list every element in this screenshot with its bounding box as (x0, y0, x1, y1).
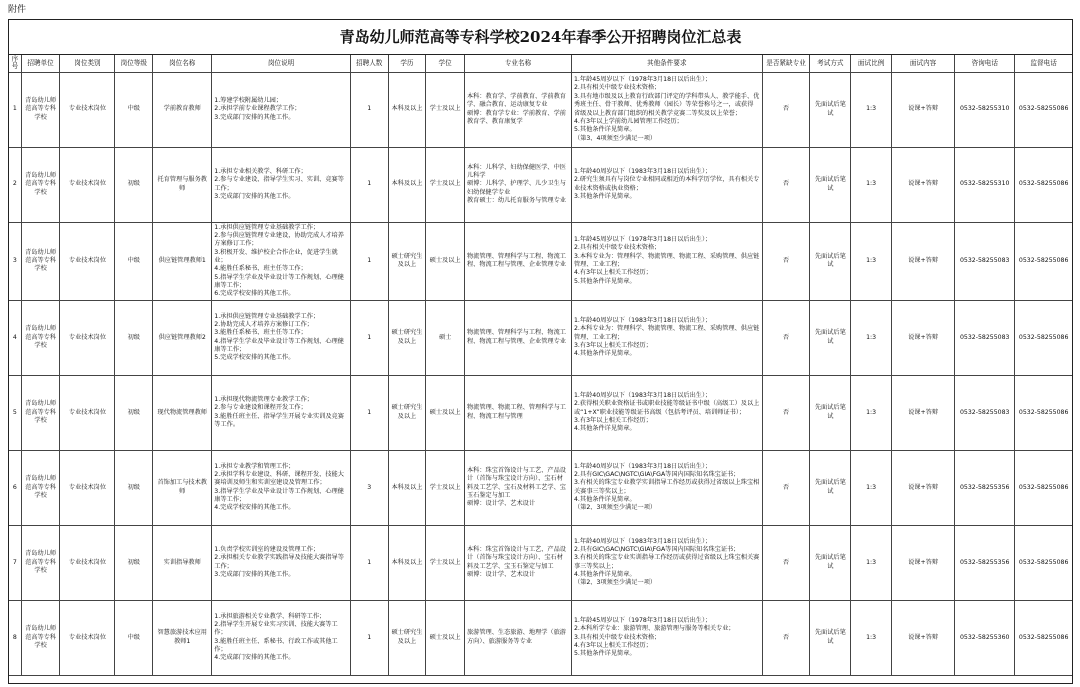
education-cell: 硕士研究生及以上 (388, 300, 426, 375)
recruiting-unit-cell: 青岛幼儿师范高等专科学校 (21, 222, 60, 300)
position-description-cell: 1.承担专业相关教学、科研工作； 2.参与专业建设、指导学生实习、实训、竞赛等工作； 3.完成部门安排的其他工作。 (212, 147, 351, 222)
major-name-cell: 本科：教育学、学前教育、学前教育学、融合教育、运动康复专业 硕博：教育学专业：学前教育、学前教育学、教育康复学 (465, 72, 572, 147)
row-number-cell: 2 (9, 147, 21, 222)
interview-ratio-cell: 1:3 (851, 72, 892, 147)
shortage-major-cell: 否 (762, 300, 810, 375)
position-name-cell: 现代物流管理教师 (153, 375, 212, 450)
hiring-count-cell: 1 (350, 300, 388, 375)
interview-content-cell: 说课+答辩 (892, 300, 955, 375)
header-cell: 学历 (388, 55, 426, 72)
position-level-cell: 初级 (115, 147, 153, 222)
major-name-cell: 物流管理、管理科学与工程、物流工程、物流工程与管理、企业管理专业 (465, 300, 572, 375)
hiring-count-cell: 1 (350, 600, 388, 675)
hiring-count-cell: 1 (350, 222, 388, 300)
major-name-cell: 本科：珠宝首饰设计与工艺、产品设计（首饰与珠宝设计方向）、宝石材料及工艺学、宝石及材料工艺学、宝玉石鉴定与加工 硕博：设计学、艺术设计 (465, 450, 572, 525)
exam-method-cell: 先面试后笔试 (810, 147, 851, 222)
degree-cell: 学士及以上 (426, 525, 465, 600)
position-category-cell: 专业技术岗位 (60, 300, 115, 375)
interview-ratio-cell: 1:3 (851, 525, 892, 600)
position-level-cell: 中级 (115, 600, 153, 675)
consult-phone-cell: 0532-58255083 (955, 222, 1015, 300)
table-row (9, 450, 1072, 525)
position-table (9, 55, 1072, 676)
education-cell: 硕士研究生及以上 (388, 375, 426, 450)
major-name-cell: 物流管理、物流工程、管理科学与工程、物流工程与管理 (465, 375, 572, 450)
education-cell: 本科及以上 (388, 450, 426, 525)
row-number-cell: 1 (9, 72, 21, 147)
consult-phone-cell: 0532-58255310 (955, 147, 1015, 222)
header-cell: 是否紧缺专业 (762, 55, 810, 72)
row-number-cell: 3 (9, 222, 21, 300)
supervision-phone-cell: 0532-58255086 (1015, 147, 1072, 222)
header-cell: 序号 (9, 55, 21, 72)
table-row (9, 375, 1072, 450)
header-cell: 招聘单位 (21, 55, 60, 72)
header-cell: 监督电话 (1015, 55, 1072, 72)
supervision-phone-cell: 0532-58255086 (1015, 222, 1072, 300)
position-level-cell: 中级 (115, 72, 153, 147)
header-cell: 面试比例 (851, 55, 892, 72)
recruiting-unit-cell: 青岛幼儿师范高等专科学校 (21, 147, 60, 222)
position-name-cell: 供应链管理教师1 (153, 222, 212, 300)
position-name-cell: 托育管理与服务教师 (153, 147, 212, 222)
education-cell: 本科及以上 (388, 525, 426, 600)
position-level-cell: 初级 (115, 525, 153, 600)
row-number-cell: 5 (9, 375, 21, 450)
interview-ratio-cell: 1:3 (851, 222, 892, 300)
hiring-count-cell: 1 (350, 72, 388, 147)
position-name-cell: 供应链管理教师2 (153, 300, 212, 375)
position-category-cell: 专业技术岗位 (60, 72, 115, 147)
interview-content-cell: 说课+答辩 (892, 222, 955, 300)
exam-method-cell: 先面试后笔试 (810, 222, 851, 300)
hiring-count-cell: 1 (350, 375, 388, 450)
table-row (9, 147, 1072, 222)
consult-phone-cell: 0532-58255360 (955, 600, 1015, 675)
supervision-phone-cell: 0532-58255086 (1015, 300, 1072, 375)
hiring-count-cell: 3 (350, 450, 388, 525)
header-cell: 招聘人数 (350, 55, 388, 72)
position-category-cell: 专业技术岗位 (60, 222, 115, 300)
position-description-cell: 1.承担供应链管理专业基础教学工作； 2.参与供应链管理专业建设，协助完成人才培养方案修订工作； 3.积极开发、维护校企合作企业，促进学生就业； 4.能胜任系秘书、班主任等工作； 5.指导学生学业及毕业设计等工作规划、心理健康等工作； 6.完成学校安排的其他工作。 (212, 222, 351, 300)
supervision-phone-cell: 0532-58255086 (1015, 450, 1072, 525)
hiring-count-cell: 1 (350, 525, 388, 600)
degree-cell: 硕士 (426, 300, 465, 375)
header-cell: 专业名称 (465, 55, 572, 72)
row-number-cell: 4 (9, 300, 21, 375)
header-cell: 其他条件要求 (572, 55, 763, 72)
position-category-cell: 专业技术岗位 (60, 450, 115, 525)
interview-ratio-cell: 1:3 (851, 147, 892, 222)
supervision-phone-cell: 0532-58255086 (1015, 375, 1072, 450)
degree-cell: 学士及以上 (426, 72, 465, 147)
major-name-cell: 本科：珠宝首饰设计与工艺、产品设计（首饰与珠宝设计方向）、宝石材料及工艺学、宝玉石鉴定与加工 硕博：设计学、艺术设计 (465, 525, 572, 600)
interview-content-cell: 说课+答辩 (892, 525, 955, 600)
hiring-count-cell: 1 (350, 147, 388, 222)
position-level-cell: 初级 (115, 450, 153, 525)
row-number-cell: 7 (9, 525, 21, 600)
interview-content-cell: 说课+答辩 (892, 600, 955, 675)
position-description-cell: 1.承担旅游相关专业教学、科研等工作； 2.指导学生开展专业实习实训、技能大赛等工作； 3.能胜任班主任、系秘书、行政工作或其他工作； 4.完成部门安排的其他工作。 (212, 600, 351, 675)
header-cell: 学位 (426, 55, 465, 72)
degree-cell: 硕士及以上 (426, 222, 465, 300)
exam-method-cell: 先面试后笔试 (810, 72, 851, 147)
recruitment-table-sheet (8, 19, 1073, 684)
other-requirements-cell: 1.年龄45周岁以下（1978年3月18日以后出生）； 2.具有相关中级专业技术资格； 3.本科专业为：管理科学、物流管理、物流工程、采购管理、供应链管理、工业工程； 4.有3年以上相关工作经历； 5.其他条件详见简章。 (572, 222, 763, 300)
header-cell: 咨询电话 (955, 55, 1015, 72)
major-name-cell: 旅游管理、生态旅游、地理学（旅游方向）、旅游服务等专业 (465, 600, 572, 675)
consult-phone-cell: 0532-58255083 (955, 375, 1015, 450)
position-level-cell: 初级 (115, 375, 153, 450)
interview-ratio-cell: 1:3 (851, 450, 892, 525)
table-row (9, 72, 1072, 147)
shortage-major-cell: 否 (762, 525, 810, 600)
other-requirements-cell: 1.年龄45周岁以下（1978年3月18日以后出生）； 2.本科所学专业：旅游管理、旅游管理与服务等相关专业； 3.具有相关中级专业技术资格； 4.有3年以上相关工作经历； 5.其他条件详见简章。 (572, 600, 763, 675)
position-name-cell: 实训指导教师 (153, 525, 212, 600)
header-cell: 考试方式 (810, 55, 851, 72)
exam-method-cell: 先面试后笔试 (810, 525, 851, 600)
position-name-cell: 首饰加工与技术教师 (153, 450, 212, 525)
education-cell: 本科及以上 (388, 147, 426, 222)
supervision-phone-cell: 0532-58255086 (1015, 600, 1072, 675)
position-category-cell: 专业技术岗位 (60, 375, 115, 450)
shortage-major-cell: 否 (762, 375, 810, 450)
other-requirements-cell: 1.年龄45周岁以下（1978年3月18日以后出生）； 2.具有相关中级专业技术资格； 3.具有地市级及以上教育行政部门评定的学科带头人、教学能手、优秀班主任、骨干教师、优秀教师（园长）等荣誉称号之一，或获得省级及以上教育部门组织的相关教学竞赛二等奖及以上荣誉； 4.有3年以上学前幼儿园管理工作经历； 5.其他条件详见简章。 （第3、4项须至少满足一项） (572, 72, 763, 147)
recruiting-unit-cell: 青岛幼儿师范高等专科学校 (21, 300, 60, 375)
position-name-cell: 智慧旅游技术应用教师1 (153, 600, 212, 675)
education-cell: 本科及以上 (388, 72, 426, 147)
consult-phone-cell: 0532-58255356 (955, 525, 1015, 600)
recruiting-unit-cell: 青岛幼儿师范高等专科学校 (21, 375, 60, 450)
major-name-cell: 物流管理、管理科学与工程、物流工程、物流工程与管理、企业管理专业 (465, 222, 572, 300)
other-requirements-cell: 1.年龄40周岁以下（1983年3月18日以后出生）； 2.具有GIC\GAC\NGTC\GIA\FGA等国内国际知名珠宝证书； 3.有相关的珠宝专业实训指导工作经历或获得过省级以上珠宝相关赛事三等奖以上； 4.其他条件详见简章。 （第2、3项须至少满足一项） (572, 525, 763, 600)
interview-ratio-cell: 1:3 (851, 600, 892, 675)
attachment-label: 附件 (8, 5, 27, 15)
other-requirements-cell: 1.年龄40周岁以下（1983年3月18日以后出生）； 2.获得相关职业资格证书或职业技能等级证书中级（高级工）及以上或“1+X”职业技能等级证书高级（包括考评员、培训师证书）； 3.有3年以上相关工作经历； 4.其他条件详见简章。 (572, 375, 763, 450)
position-level-cell: 中级 (115, 222, 153, 300)
supervision-phone-cell: 0532-58255086 (1015, 525, 1072, 600)
interview-ratio-cell: 1:3 (851, 300, 892, 375)
other-requirements-cell: 1.年龄40周岁以下（1983年3月18日以后出生）； 2.具有GIC\GAC\NGTC\GIA\FGA等国内国际知名珠宝证书； 3.有相关的珠宝专业教学实训指导工作经历或获得过省级以上珠宝相关赛事三等奖以上； 4.其他条件详见简章。 （第2、3项须至少满足一项） (572, 450, 763, 525)
position-category-cell: 专业技术岗位 (60, 147, 115, 222)
major-name-cell: 本科：儿科学、妇幼保健医学、中医儿科学 硕博：儿科学、护理学、儿少卫生与妇幼保健学专业 教育硕士：幼儿托育服务与管理专业 (465, 147, 572, 222)
interview-content-cell: 说课+答辩 (892, 147, 955, 222)
exam-method-cell: 先面试后笔试 (810, 600, 851, 675)
table-row (9, 300, 1072, 375)
consult-phone-cell: 0532-58255310 (955, 72, 1015, 147)
consult-phone-cell: 0532-58255083 (955, 300, 1015, 375)
row-number-cell: 6 (9, 450, 21, 525)
interview-content-cell: 说课+答辩 (892, 375, 955, 450)
recruiting-unit-cell: 青岛幼儿师范高等专科学校 (21, 525, 60, 600)
position-description-cell: 1.负责学校实训室的建设及管理工作； 2.承担相关专业教学实践指导及技能大赛指导等工作； 3.完成部门安排的其他工作。 (212, 525, 351, 600)
degree-cell: 硕士及以上 (426, 600, 465, 675)
education-cell: 硕士研究生及以上 (388, 222, 426, 300)
table-row (9, 222, 1072, 300)
supervision-phone-cell: 0532-58255086 (1015, 72, 1072, 147)
interview-ratio-cell: 1:3 (851, 375, 892, 450)
table-row (9, 525, 1072, 600)
recruiting-unit-cell: 青岛幼儿师范高等专科学校 (21, 600, 60, 675)
shortage-major-cell: 否 (762, 450, 810, 525)
interview-content-cell: 说课+答辩 (892, 450, 955, 525)
table-title: 青岛幼儿师范高等专科学校2024年春季公开招聘岗位汇总表 (9, 20, 1072, 55)
header-cell: 面试内容 (892, 55, 955, 72)
other-requirements-cell: 1.年龄40周岁以下（1983年3月18日以后出生）； 2.本科专业为：管理科学、物流管理、物流工程、采购管理、供应链管理、工业工程； 3.有3年以上相关工作经历； 4.其他条件详见简章。 (572, 300, 763, 375)
exam-method-cell: 先面试后笔试 (810, 300, 851, 375)
recruiting-unit-cell: 青岛幼儿师范高等专科学校 (21, 450, 60, 525)
table-row (9, 600, 1072, 675)
position-description-cell: 1.承担供应链管理专业基础教学工作； 2.协助完成人才培养方案修订工作； 3.能胜任系秘书、班主任等工作； 4.指导学生学业及毕业设计等工作规划、心理健康等工作； 5.完成学校安排的其他工作。 (212, 300, 351, 375)
degree-cell: 学士及以上 (426, 450, 465, 525)
shortage-major-cell: 否 (762, 72, 810, 147)
header-row (9, 55, 1072, 72)
position-description-cell: 1.承担现代物流管理专业教学工作； 2.参与专业建设和课程开发工作； 3.能胜任班主任、指导学生开展专业实训及竞赛等工作。 (212, 375, 351, 450)
header-cell: 岗位说明 (212, 55, 351, 72)
education-cell: 硕士研究生及以上 (388, 600, 426, 675)
exam-method-cell: 先面试后笔试 (810, 450, 851, 525)
position-level-cell: 初级 (115, 300, 153, 375)
position-category-cell: 专业技术岗位 (60, 525, 115, 600)
position-category-cell: 专业技术岗位 (60, 600, 115, 675)
exam-method-cell: 先面试后笔试 (810, 375, 851, 450)
consult-phone-cell: 0532-58255356 (955, 450, 1015, 525)
shortage-major-cell: 否 (762, 222, 810, 300)
other-requirements-cell: 1.年龄40周岁以下（1983年3月18日以后出生）； 2.研究生须具有与岗位专业相同或相近的本科学历学位，具有相关专业技术资格或执业资格； 3.其他条件详见简章。 (572, 147, 763, 222)
shortage-major-cell: 否 (762, 600, 810, 675)
recruiting-unit-cell: 青岛幼儿师范高等专科学校 (21, 72, 60, 147)
interview-content-cell: 说课+答辩 (892, 72, 955, 147)
header-cell: 岗位名称 (153, 55, 212, 72)
position-name-cell: 学前教育教师 (153, 72, 212, 147)
degree-cell: 学士及以上 (426, 147, 465, 222)
header-cell: 岗位类别 (60, 55, 115, 72)
header-cell: 岗位等级 (115, 55, 153, 72)
row-number-cell: 8 (9, 600, 21, 675)
position-description-cell: 1.筹建学校附属幼儿园； 2.承担学前专业课程教学工作； 3.完成部门安排的其他工作。 (212, 72, 351, 147)
shortage-major-cell: 否 (762, 147, 810, 222)
degree-cell: 硕士及以上 (426, 375, 465, 450)
position-description-cell: 1.承担专业教学和管理工作； 2.承担学科专业建设、科研、课程开发、技能大赛培训及师生和实训室建设及管理工作； 3.指导学生学业及毕业设计等工作规划、心理健康等工作； 4.完成学校安排的其他工作。 (212, 450, 351, 525)
